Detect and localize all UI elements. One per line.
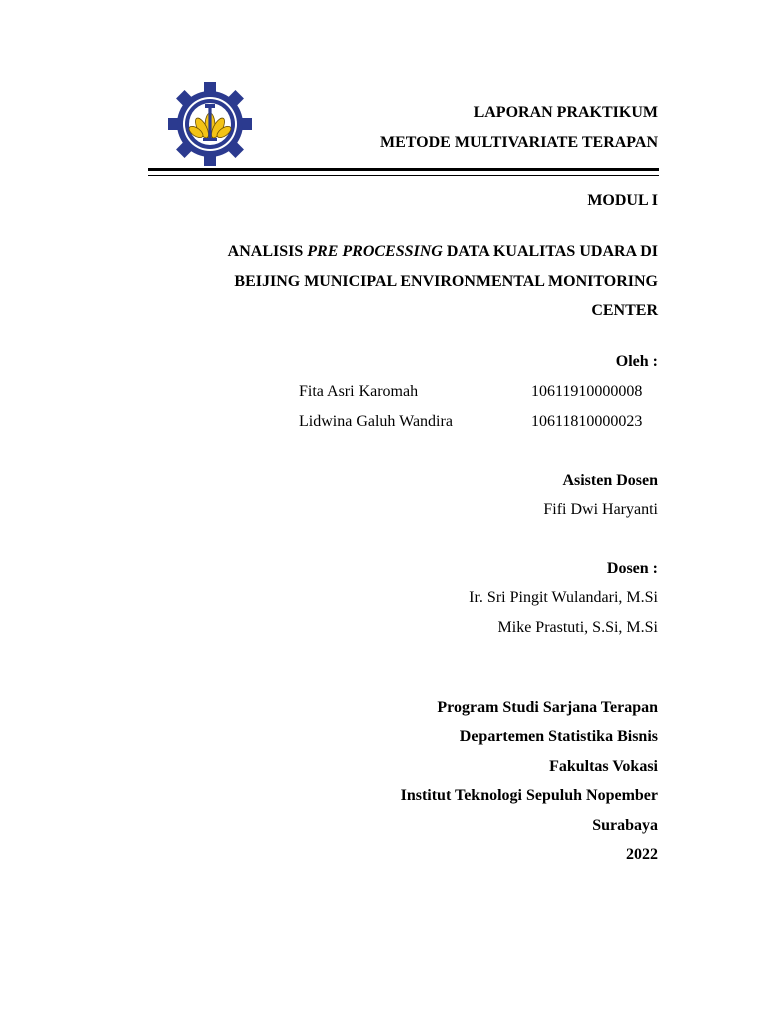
report-year: 2022 (626, 846, 658, 863)
document-title-line-2: BEIJING MUNICIPAL ENVIRONMENTAL MONITORING (234, 273, 658, 290)
lecturer-name: Ir. Sri Pingit Wulandari, M.Si (469, 589, 658, 606)
assistant-label: Asisten Dosen (562, 472, 658, 489)
author-name: Fita Asri Karomah (299, 383, 419, 400)
program-name: Program Studi Sarjana Terapan (437, 699, 658, 716)
city-name: Surabaya (592, 817, 658, 834)
module-label: MODUL I (587, 192, 658, 209)
faculty-name: Fakultas Vokasi (549, 758, 658, 775)
author-id: 10611810000023 (531, 413, 643, 430)
report-title-line-2: METODE MULTIVARIATE TERAPAN (380, 134, 658, 151)
authors-label: Oleh : (615, 353, 658, 370)
author-name: Lidwina Galuh Wandira (299, 413, 453, 430)
header-divider-thick (148, 168, 659, 171)
header-divider-thin (148, 175, 659, 176)
lecturer-label: Dosen : (606, 560, 658, 577)
university-name: Institut Teknologi Sepuluh Nopember (400, 787, 658, 804)
lecturer-name: Mike Prastuti, S.Si, M.Si (497, 619, 658, 636)
document-title-line-1: ANALISIS PRE PROCESSING DATA KUALITAS UDARA DI (227, 243, 658, 260)
its-logo-icon (168, 82, 252, 166)
author-id: 10611910000008 (531, 383, 643, 400)
document-title-line-3: CENTER (591, 302, 658, 319)
assistant-name: Fifi Dwi Haryanti (543, 501, 658, 518)
department-name: Departemen Statistika Bisnis (459, 728, 658, 745)
report-title-line-1: LAPORAN PRAKTIKUM (473, 104, 658, 121)
